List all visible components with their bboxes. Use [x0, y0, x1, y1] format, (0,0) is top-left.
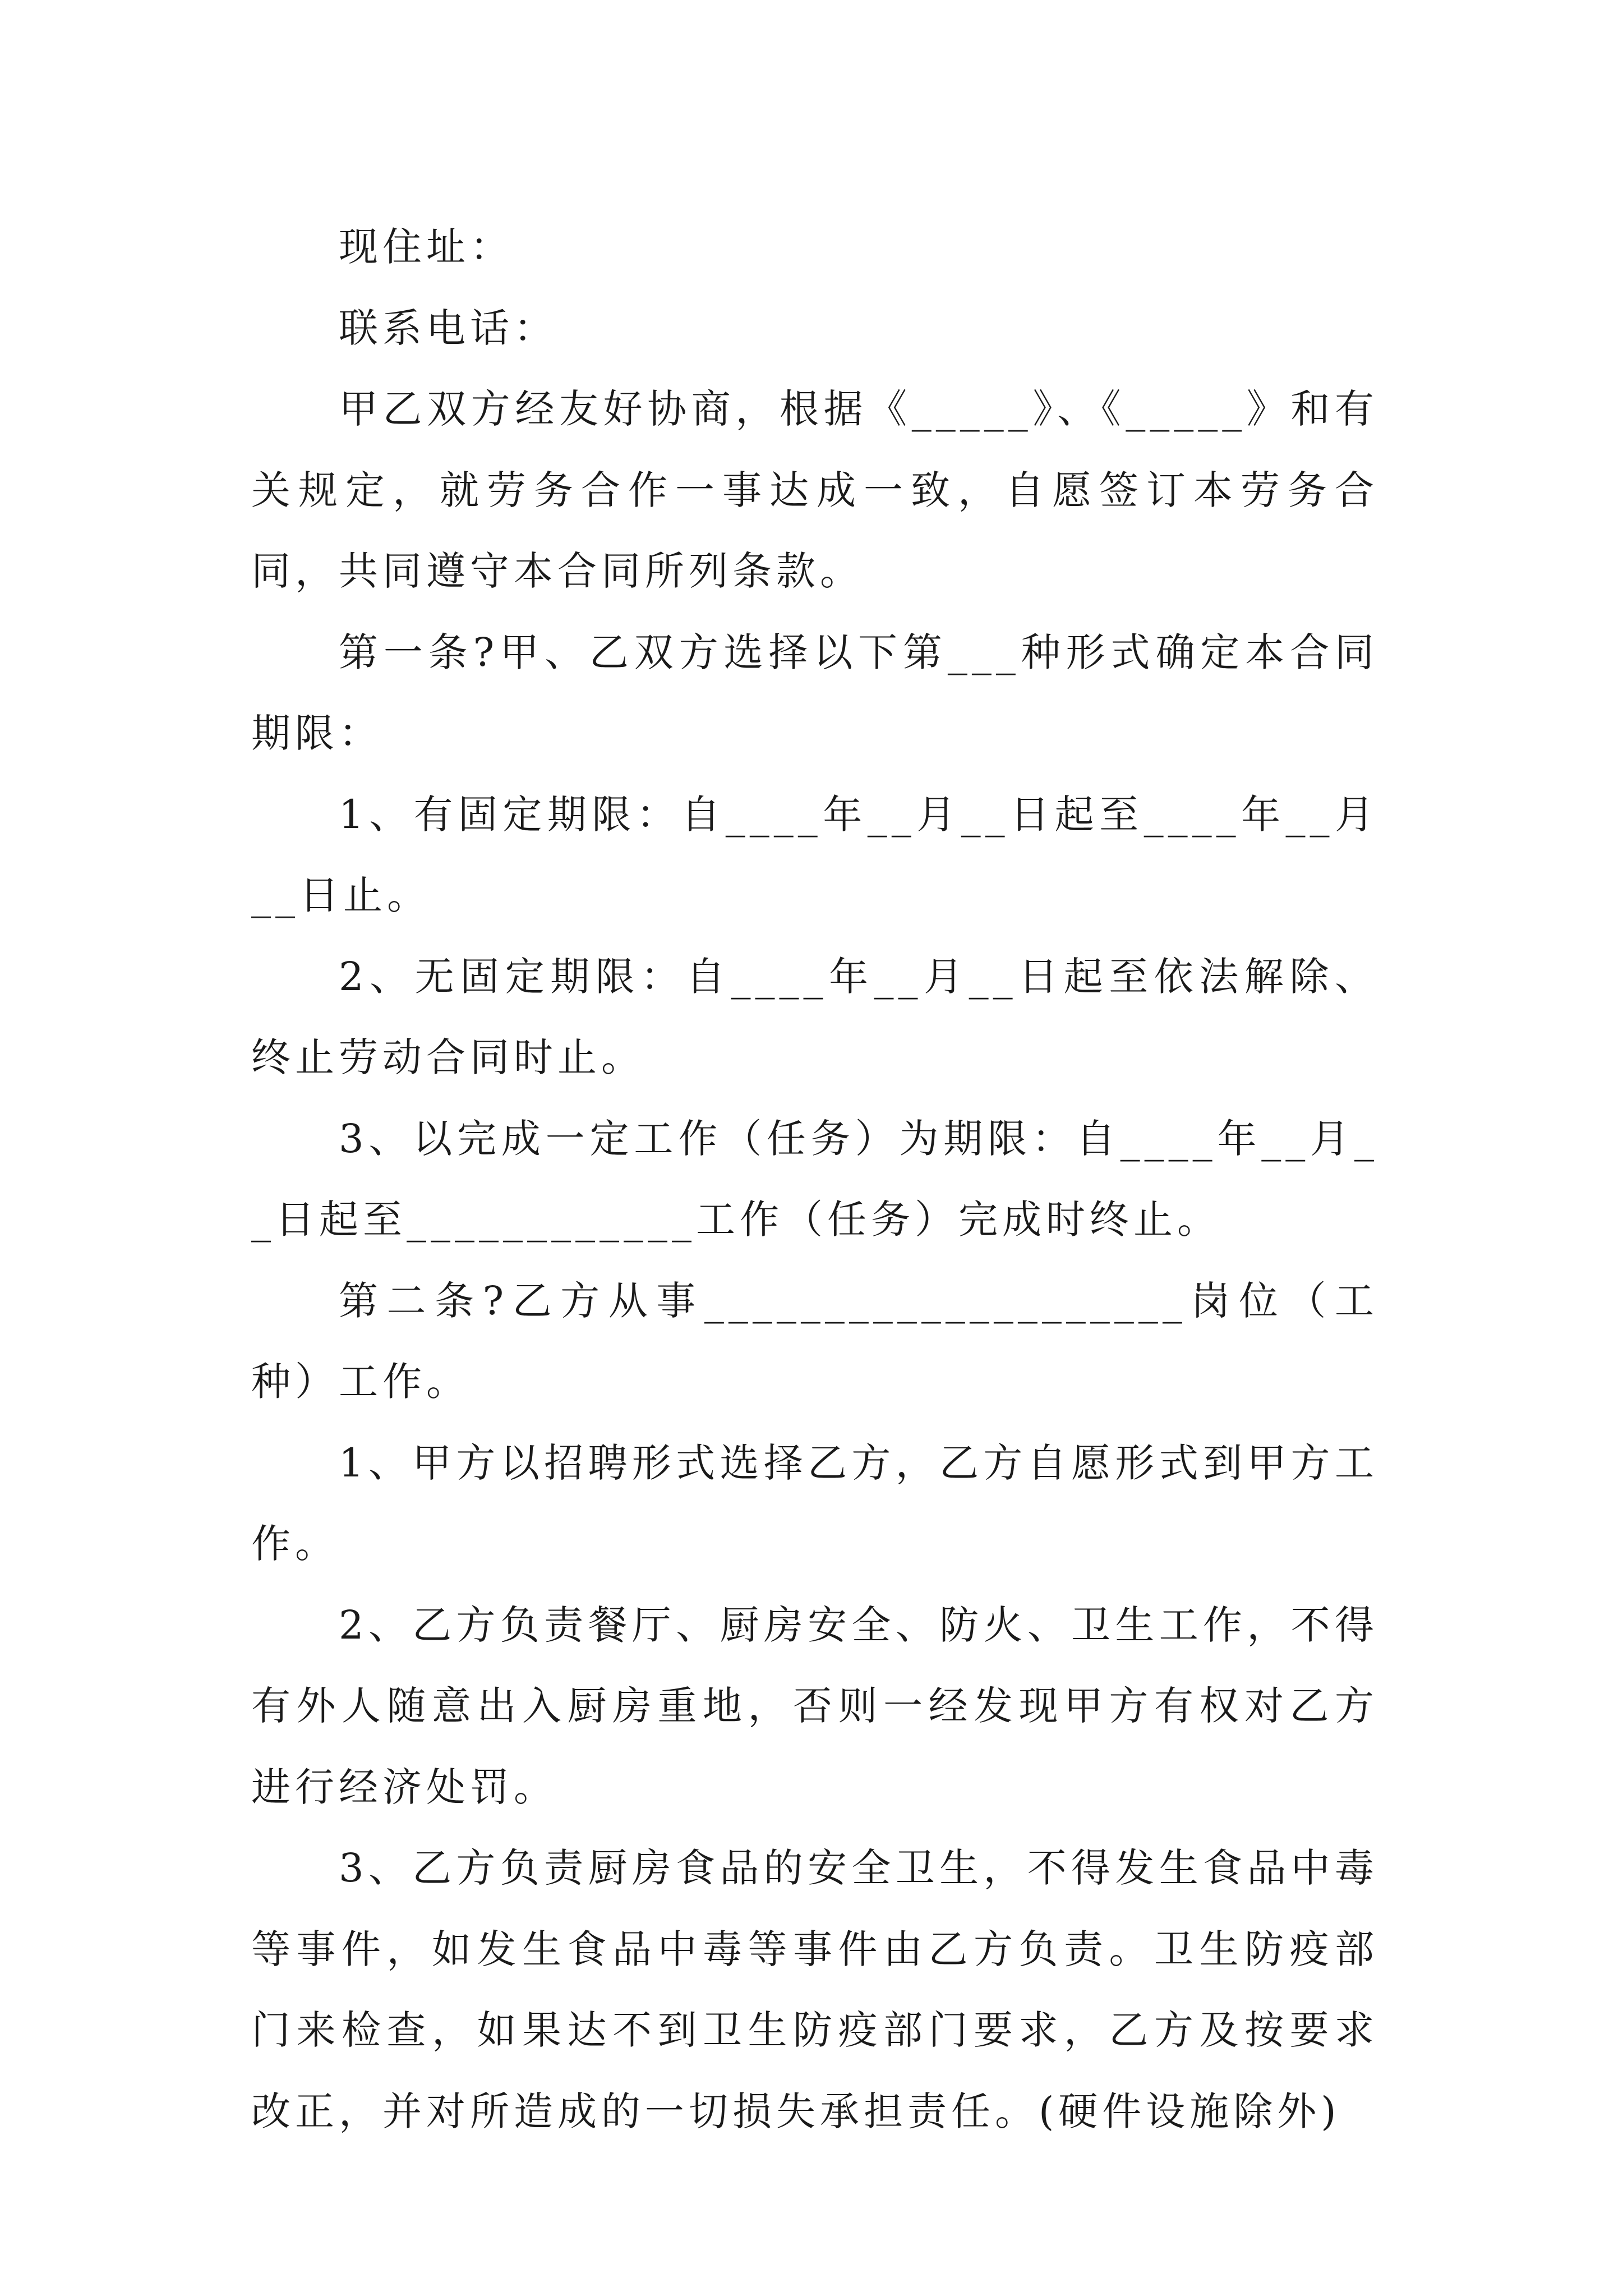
article-2-item-1: 1、甲方以招聘形式选择乙方，乙方自愿形式到甲方工作。 — [251, 1439, 1378, 1567]
article-1-item-1: 1、有固定期限：自____年__月__日起至____年__月__日止。 — [251, 791, 1378, 918]
preamble-paragraph: 甲乙双方经友好协商，根据《_____》、《_____》和有关规定，就劳务合作一事达成一致，自愿签订本劳务合同，共同遵守本合同所列条款。 — [251, 386, 1378, 594]
article-1-item-3: 3、以完成一定工作（任务）为期限：自____年__月__日起至____________工作（任务）完成时终止。 — [251, 1115, 1378, 1243]
document-page — [251, 206, 1378, 2152]
article-1-item-2: 2、无固定期限：自____年__月__日起至依法解除、终止劳动合同时止。 — [251, 953, 1378, 1080]
article-2-heading: 第二条?乙方从事____________________岗位（工种）工作。 — [251, 1277, 1378, 1405]
article-2-item-2: 2、乙方负责餐厅、厨房安全、防火、卫生工作，不得有外人随意出入厨房重地，否则一经发现甲方有权对乙方进行经济处罚。 — [251, 1602, 1378, 1810]
article-2-item-3: 3、乙方负责厨房食品的安全卫生，不得发生食品中毒等事件，如发生食品中毒等事件由乙方负责。卫生防疫部门来检查，如果达不到卫生防疫部门要求，乙方及按要求改正，并对所造成的一切损失承担责任。(硬件设施除外) — [251, 1845, 1378, 2134]
article-1-heading: 第一条?甲、乙双方选择以下第___种形式确定本合同期限： — [251, 629, 1378, 756]
current-address-line: 现住址： — [339, 224, 514, 270]
contact-phone-line: 联系电话： — [339, 305, 557, 351]
